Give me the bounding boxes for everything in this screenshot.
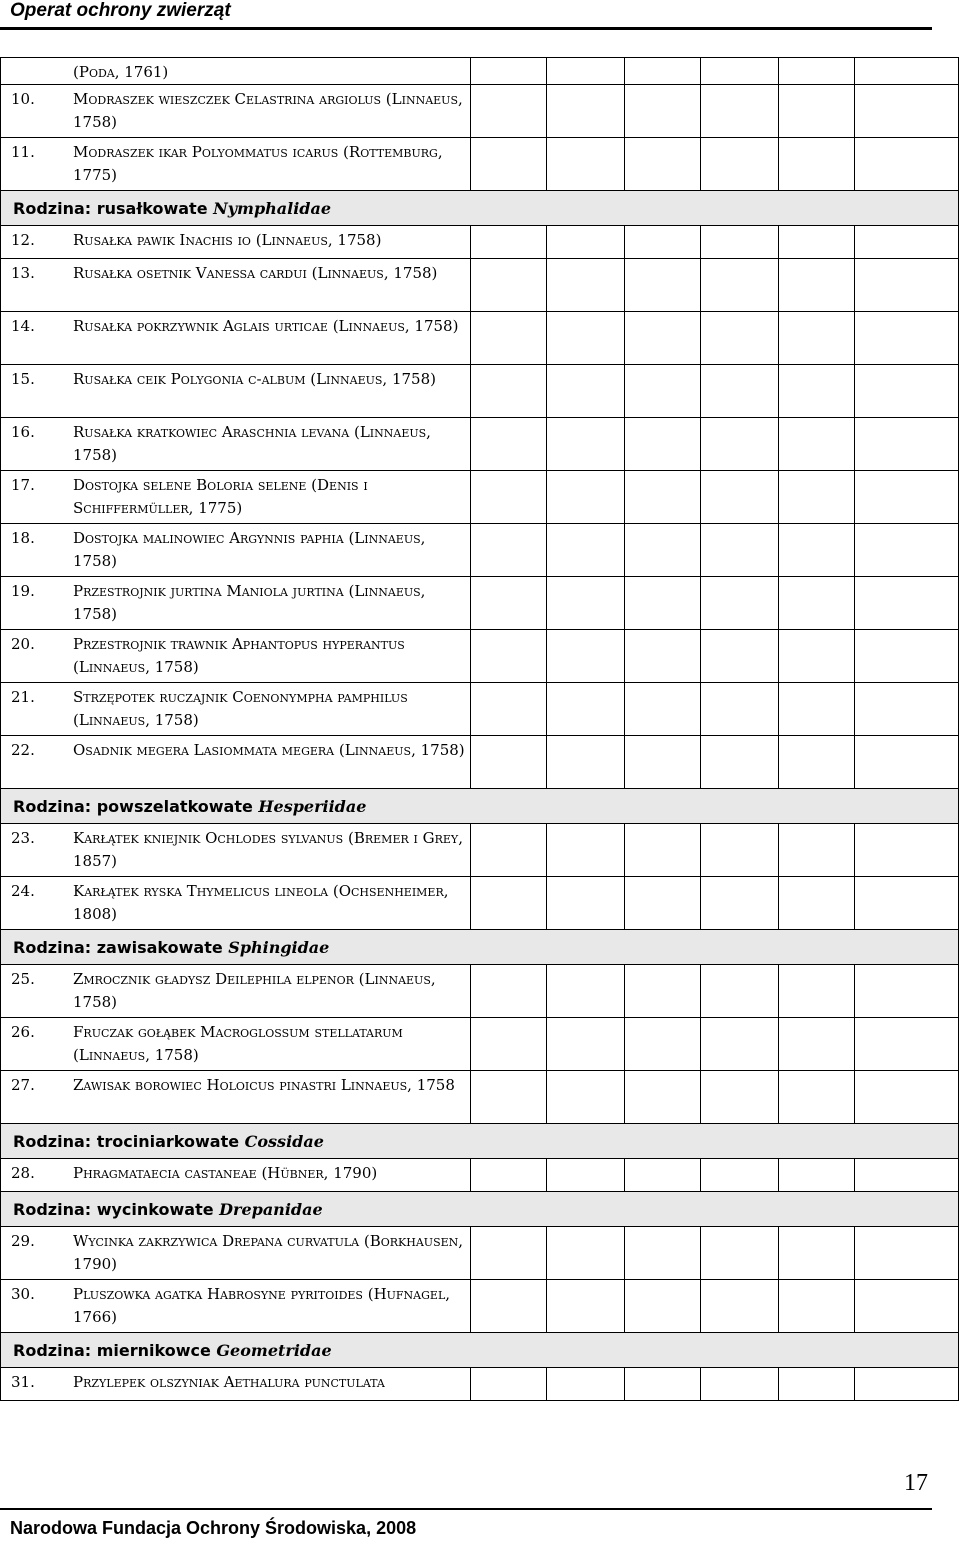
species-entry	[1, 85, 470, 134]
species-name: Przestrojnik jurtina Maniola jurtina (Linnaeus, 1758)	[73, 582, 426, 623]
species-name: Strzępotek ruczajnik Coenonympha pamphilus (Linnaeus, 1758)	[73, 688, 408, 729]
empty-cell	[779, 85, 855, 138]
species-row	[1, 577, 959, 630]
empty-cell	[855, 1159, 959, 1192]
empty-cell	[471, 1368, 547, 1401]
empty-cell	[471, 1227, 547, 1280]
species-name-cell	[1, 85, 471, 138]
empty-cell	[547, 1018, 625, 1071]
empty-cell	[855, 312, 959, 365]
empty-cell	[779, 471, 855, 524]
species-number: 30.	[11, 1285, 35, 1303]
empty-cell	[855, 471, 959, 524]
empty-cell	[855, 524, 959, 577]
empty-cell	[779, 312, 855, 365]
species-number: 13.	[11, 264, 35, 282]
family-row	[1, 1192, 959, 1227]
empty-cell	[471, 824, 547, 877]
empty-cell	[625, 1018, 701, 1071]
species-entry	[1, 1071, 470, 1097]
empty-cell	[547, 1159, 625, 1192]
species-entry	[1, 226, 470, 252]
empty-cell	[855, 259, 959, 312]
species-row	[1, 85, 959, 138]
empty-cell	[779, 138, 855, 191]
empty-cell	[625, 259, 701, 312]
empty-cell	[779, 418, 855, 471]
species-row	[1, 630, 959, 683]
empty-cell	[547, 471, 625, 524]
empty-cell	[855, 824, 959, 877]
species-name-cell	[1, 1227, 471, 1280]
species-number: 21.	[11, 688, 35, 706]
species-name-cell	[1, 259, 471, 312]
empty-cell	[855, 965, 959, 1018]
empty-cell	[625, 1071, 701, 1124]
species-name: Modraszek ikar Polyommatus icarus (Rottemburg, 1775)	[73, 143, 443, 184]
empty-cell	[547, 630, 625, 683]
empty-cell	[471, 877, 547, 930]
species-name: Fruczak gołąbek Macroglossum stellatarum (Linnaeus, 1758)	[73, 1023, 403, 1064]
species-name-cell	[1, 736, 471, 789]
empty-cell	[625, 577, 701, 630]
species-row	[1, 138, 959, 191]
empty-cell	[471, 418, 547, 471]
empty-cell	[471, 630, 547, 683]
species-name-cell	[1, 418, 471, 471]
empty-cell	[701, 877, 779, 930]
empty-cell	[547, 259, 625, 312]
species-name-cell	[1, 577, 471, 630]
empty-cell	[779, 824, 855, 877]
empty-cell	[547, 365, 625, 418]
empty-cell	[855, 630, 959, 683]
empty-cell	[471, 85, 547, 138]
species-number: 24.	[11, 882, 35, 900]
empty-cell	[701, 85, 779, 138]
family-name-latin: Hesperiidae	[258, 796, 367, 816]
family-row	[1, 1333, 959, 1368]
empty-cell	[855, 1071, 959, 1124]
empty-cell	[701, 58, 779, 85]
species-name: Karłątek ryska Thymelicus lineola (Ochsenheimer, 1808)	[73, 882, 449, 923]
species-row	[1, 965, 959, 1018]
empty-cell	[625, 683, 701, 736]
empty-cell	[547, 577, 625, 630]
empty-cell	[625, 312, 701, 365]
footer-text: Narodowa Fundacja Ochrony Środowiska, 2008	[10, 1518, 417, 1538]
species-entry	[1, 1018, 470, 1067]
species-name: Zawisak borowiec Holoicus pinastri Linnaeus, 1758	[73, 1076, 455, 1094]
empty-cell	[779, 1071, 855, 1124]
empty-cell	[779, 736, 855, 789]
empty-cell	[471, 471, 547, 524]
empty-cell	[625, 1368, 701, 1401]
empty-cell	[701, 471, 779, 524]
species-row	[1, 259, 959, 312]
species-entry	[1, 418, 470, 467]
species-name: Karłątek kniejnik Ochlodes sylvanus (Bremer i Grey, 1857)	[73, 829, 463, 870]
family-name-polish: Rodzina: powszelatkowate	[13, 796, 259, 816]
species-row	[1, 524, 959, 577]
species-name: Dostojka malinowiec Argynnis paphia (Linnaeus, 1758)	[73, 529, 426, 570]
empty-cell	[779, 577, 855, 630]
empty-cell	[547, 965, 625, 1018]
footer-rule	[0, 1508, 932, 1510]
empty-cell	[625, 824, 701, 877]
species-row	[1, 226, 959, 259]
species-row	[1, 58, 959, 85]
empty-cell	[855, 365, 959, 418]
empty-cell	[779, 1280, 855, 1333]
species-entry	[1, 736, 470, 762]
family-name-polish: Rodzina: miernikowce	[13, 1340, 217, 1360]
species-name-cell	[1, 138, 471, 191]
empty-cell	[779, 630, 855, 683]
empty-cell	[625, 418, 701, 471]
family-name-latin: Cossidae	[244, 1131, 324, 1151]
empty-cell	[471, 965, 547, 1018]
family-name-latin: Nymphalidae	[213, 198, 332, 218]
species-row	[1, 471, 959, 524]
empty-cell	[625, 85, 701, 138]
empty-cell	[547, 226, 625, 259]
family-label	[1, 1341, 958, 1360]
empty-cell	[547, 524, 625, 577]
empty-cell	[855, 418, 959, 471]
empty-cell	[855, 683, 959, 736]
species-name: Przylepek olszyniak Aethalura punctulata	[73, 1373, 385, 1391]
species-number: 10.	[11, 90, 35, 108]
empty-cell	[855, 577, 959, 630]
empty-cell	[547, 85, 625, 138]
family-cell	[1, 1192, 959, 1227]
empty-cell	[855, 1280, 959, 1333]
empty-cell	[625, 965, 701, 1018]
family-label	[1, 938, 958, 957]
family-cell	[1, 1124, 959, 1159]
species-name-cell	[1, 965, 471, 1018]
species-name-cell	[1, 471, 471, 524]
species-name-cell	[1, 1159, 471, 1192]
species-name-cell	[1, 877, 471, 930]
species-name: Rusałka kratkowiec Araschnia levana (Linnaeus, 1758)	[73, 423, 431, 464]
family-cell	[1, 1333, 959, 1368]
empty-cell	[779, 259, 855, 312]
empty-cell	[779, 1159, 855, 1192]
empty-cell	[779, 58, 855, 85]
empty-cell	[625, 58, 701, 85]
family-row	[1, 789, 959, 824]
empty-cell	[779, 683, 855, 736]
species-entry	[1, 471, 470, 520]
species-name-cell	[1, 683, 471, 736]
family-label	[1, 1200, 958, 1219]
species-row	[1, 1227, 959, 1280]
species-entry	[1, 138, 470, 187]
family-label	[1, 797, 958, 816]
empty-cell	[855, 1368, 959, 1401]
empty-cell	[701, 524, 779, 577]
species-name: Zmrocznik gładysz Deilephila elpenor (Linnaeus, 1758)	[73, 970, 436, 1011]
species-row	[1, 1280, 959, 1333]
species-number: 20.	[11, 635, 35, 653]
species-number: 19.	[11, 582, 35, 600]
species-row	[1, 683, 959, 736]
empty-cell	[855, 226, 959, 259]
species-entry	[1, 965, 470, 1014]
empty-cell	[547, 418, 625, 471]
species-row	[1, 877, 959, 930]
empty-cell	[855, 1018, 959, 1071]
species-number: 27.	[11, 1076, 35, 1094]
empty-cell	[547, 1227, 625, 1280]
species-entry	[1, 259, 470, 285]
empty-cell	[701, 630, 779, 683]
species-row	[1, 1071, 959, 1124]
empty-cell	[779, 1018, 855, 1071]
family-name-polish: Rodzina: zawisakowate	[13, 937, 229, 957]
empty-cell	[779, 877, 855, 930]
empty-cell	[547, 877, 625, 930]
empty-cell	[701, 1280, 779, 1333]
empty-cell	[625, 877, 701, 930]
empty-cell	[471, 577, 547, 630]
empty-cell	[701, 683, 779, 736]
species-row	[1, 312, 959, 365]
species-name: Rusałka ceik Polygonia c-album (Linnaeus, 1758)	[73, 370, 436, 388]
empty-cell	[547, 1368, 625, 1401]
empty-cell	[779, 965, 855, 1018]
species-row	[1, 1018, 959, 1071]
empty-cell	[701, 418, 779, 471]
species-entry	[1, 630, 470, 679]
empty-cell	[471, 138, 547, 191]
species-name: Osadnik megera Lasiommata megera (Linnaeus, 1758)	[73, 741, 465, 759]
family-name-polish: Rodzina: trociniarkowate	[13, 1131, 245, 1151]
species-name: Rusałka pawik Inachis io (Linnaeus, 1758)	[73, 231, 382, 249]
empty-cell	[625, 524, 701, 577]
empty-cell	[701, 965, 779, 1018]
empty-cell	[471, 1280, 547, 1333]
family-row	[1, 191, 959, 226]
empty-cell	[625, 1159, 701, 1192]
species-row	[1, 736, 959, 789]
empty-cell	[625, 471, 701, 524]
family-name-polish: Rodzina: wycinkowate	[13, 1199, 220, 1219]
empty-cell	[701, 736, 779, 789]
species-entry	[1, 1280, 470, 1329]
empty-cell	[855, 736, 959, 789]
species-entry	[1, 1227, 470, 1276]
empty-cell	[625, 365, 701, 418]
empty-cell	[701, 365, 779, 418]
species-number: 29.	[11, 1232, 35, 1250]
species-row	[1, 1368, 959, 1401]
empty-cell	[855, 1227, 959, 1280]
empty-cell	[547, 312, 625, 365]
family-label	[1, 1132, 958, 1151]
empty-cell	[779, 1227, 855, 1280]
empty-cell	[625, 630, 701, 683]
species-entry	[1, 58, 470, 84]
document-header-title: Operat ochrony zwierząt	[10, 0, 231, 21]
empty-cell	[701, 1018, 779, 1071]
species-number	[11, 61, 73, 84]
species-name-cell	[1, 1071, 471, 1124]
species-number: 16.	[11, 423, 35, 441]
species-name-cell	[1, 226, 471, 259]
family-row	[1, 930, 959, 965]
empty-cell	[471, 58, 547, 85]
family-cell	[1, 930, 959, 965]
species-name: (Poda, 1761)	[73, 63, 169, 81]
empty-cell	[547, 138, 625, 191]
species-name-cell	[1, 1280, 471, 1333]
species-name: Phragmataecia castaneae (Hübner, 1790)	[73, 1164, 378, 1182]
empty-cell	[779, 365, 855, 418]
empty-cell	[471, 226, 547, 259]
species-row	[1, 1159, 959, 1192]
species-row	[1, 824, 959, 877]
empty-cell	[471, 1071, 547, 1124]
empty-cell	[701, 1368, 779, 1401]
species-number: 18.	[11, 529, 35, 547]
empty-cell	[779, 1368, 855, 1401]
empty-cell	[471, 1159, 547, 1192]
family-name-polish: Rodzina: rusałkowate	[13, 198, 214, 218]
empty-cell	[547, 736, 625, 789]
empty-cell	[547, 1071, 625, 1124]
species-name-cell	[1, 824, 471, 877]
empty-cell	[471, 736, 547, 789]
species-name-cell	[1, 524, 471, 577]
species-entry	[1, 365, 470, 391]
species-name-cell	[1, 1018, 471, 1071]
empty-cell	[855, 138, 959, 191]
empty-cell	[547, 1280, 625, 1333]
species-entry	[1, 683, 470, 732]
species-table	[0, 57, 959, 1401]
empty-cell	[855, 85, 959, 138]
empty-cell	[701, 226, 779, 259]
species-entry	[1, 312, 470, 338]
species-name: Dostojka selene Boloria selene (Denis i Schiffermüller, 1775)	[73, 476, 368, 517]
species-name-cell	[1, 365, 471, 418]
empty-cell	[855, 58, 959, 85]
species-entry	[1, 824, 470, 873]
species-number: 23.	[11, 829, 35, 847]
empty-cell	[701, 1071, 779, 1124]
species-number: 12.	[11, 231, 35, 249]
species-name-cell	[1, 1368, 471, 1401]
species-name-cell	[1, 58, 471, 85]
species-name: Rusałka osetnik Vanessa cardui (Linnaeus, 1758)	[73, 264, 438, 282]
empty-cell	[471, 1018, 547, 1071]
species-entry	[1, 577, 470, 626]
species-entry	[1, 877, 470, 926]
species-number: 14.	[11, 317, 35, 335]
species-number: 26.	[11, 1023, 35, 1041]
species-number: 28.	[11, 1164, 35, 1182]
species-name: Modraszek wieszczek Celastrina argiolus (Linnaeus, 1758)	[73, 90, 463, 131]
empty-cell	[471, 259, 547, 312]
empty-cell	[471, 312, 547, 365]
empty-cell	[779, 226, 855, 259]
empty-cell	[701, 1159, 779, 1192]
species-number: 17.	[11, 476, 35, 494]
family-row	[1, 1124, 959, 1159]
species-number: 22.	[11, 741, 35, 759]
family-cell	[1, 191, 959, 226]
empty-cell	[471, 524, 547, 577]
species-name: Pluszowka agatka Habrosyne pyritoides (Hufnagel, 1766)	[73, 1285, 451, 1326]
species-entry	[1, 1159, 470, 1185]
page-number: 17	[904, 1470, 928, 1496]
empty-cell	[625, 1227, 701, 1280]
empty-cell	[701, 824, 779, 877]
empty-cell	[701, 138, 779, 191]
empty-cell	[471, 683, 547, 736]
species-name-cell	[1, 630, 471, 683]
family-name-latin: Geometridae	[216, 1340, 332, 1360]
species-entry	[1, 1368, 470, 1394]
empty-cell	[625, 138, 701, 191]
empty-cell	[471, 365, 547, 418]
empty-cell	[855, 877, 959, 930]
header-rule	[0, 27, 932, 30]
empty-cell	[547, 58, 625, 85]
species-name: Wycinka zakrzywica Drepana curvatula (Borkhausen, 1790)	[73, 1232, 464, 1273]
family-name-latin: Sphingidae	[228, 937, 330, 957]
species-row	[1, 418, 959, 471]
species-number: 25.	[11, 970, 35, 988]
species-row	[1, 365, 959, 418]
empty-cell	[625, 736, 701, 789]
species-number: 15.	[11, 370, 35, 388]
species-name-cell	[1, 312, 471, 365]
species-number: 11.	[11, 143, 35, 161]
empty-cell	[701, 1227, 779, 1280]
empty-cell	[547, 824, 625, 877]
empty-cell	[625, 226, 701, 259]
species-name: Rusałka pokrzywnik Aglais urticae (Linnaeus, 1758)	[73, 317, 459, 335]
species-name: Przestrojnik trawnik Aphantopus hyperantus (Linnaeus, 1758)	[73, 635, 405, 676]
empty-cell	[701, 577, 779, 630]
species-entry	[1, 524, 470, 573]
empty-cell	[625, 1280, 701, 1333]
empty-cell	[701, 312, 779, 365]
empty-cell	[701, 259, 779, 312]
family-label	[1, 199, 958, 218]
family-cell	[1, 789, 959, 824]
species-number: 31.	[11, 1373, 35, 1391]
empty-cell	[547, 683, 625, 736]
empty-cell	[779, 524, 855, 577]
family-name-latin: Drepanidae	[219, 1199, 323, 1219]
